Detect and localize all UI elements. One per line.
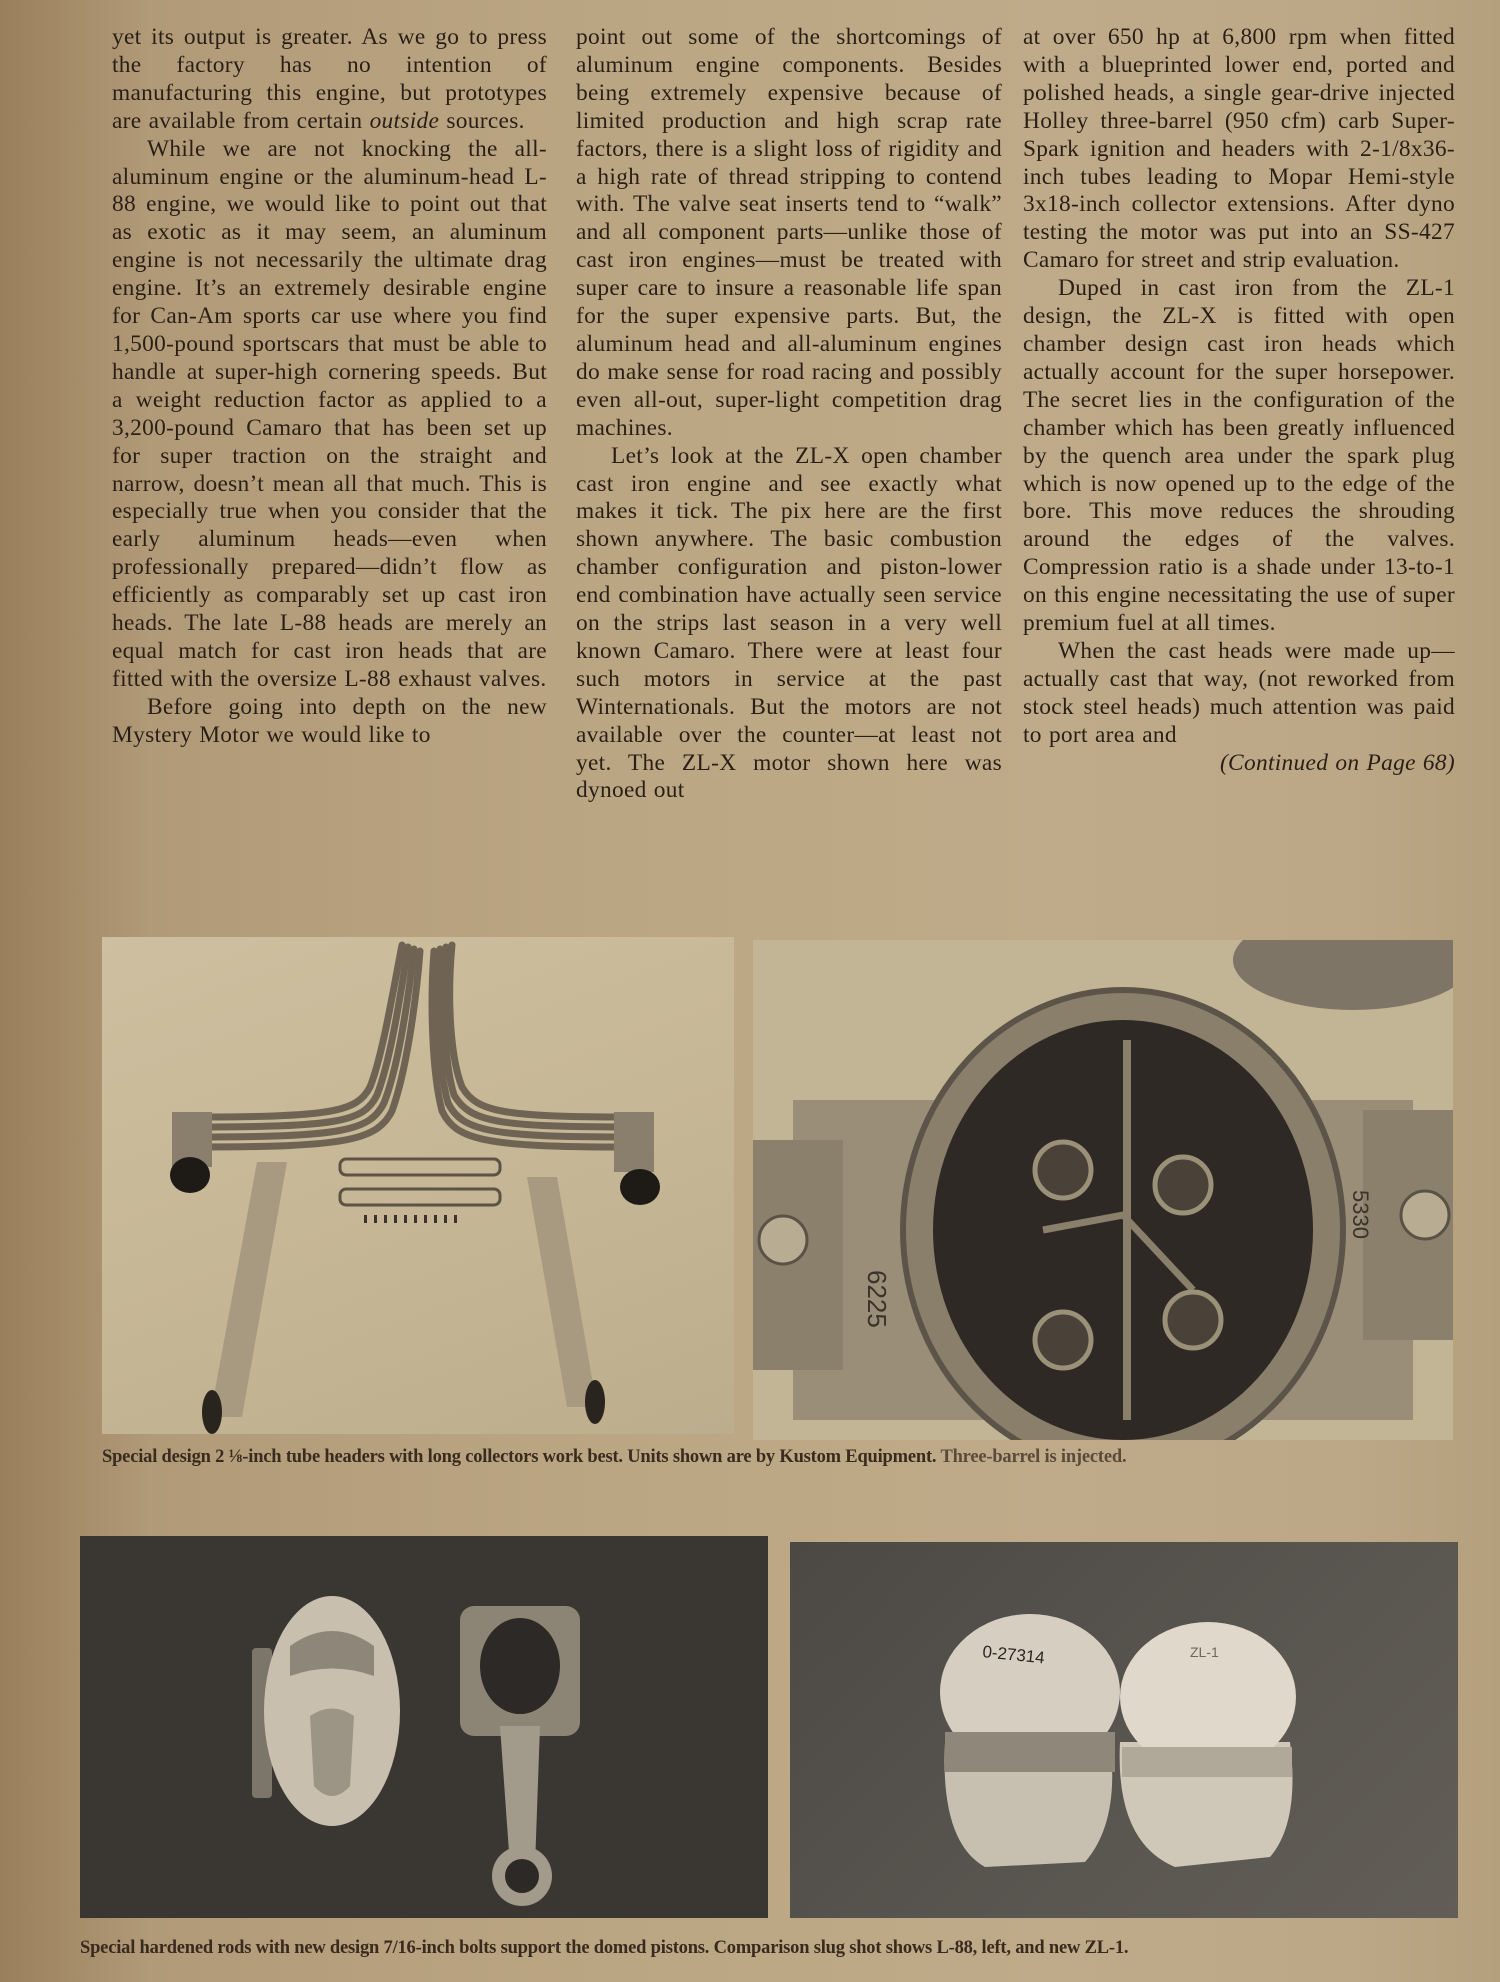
headers-illustration [102,937,734,1434]
caption-top [102,1447,1126,1468]
paragraph [112,24,547,136]
photo-rod-and-piston [80,1536,768,1918]
paragraph: Let’s look at the ZL-X open chamber cast iron engine and see exactly what makes it tick. The pix here are the first shown anywhere. The basic combustion chamber configuration and piston-lower end combination have actually seen service on the strips last season in a very well known Camaro. There were at least four such motors in service at the past Winternationals. But the motors are not available over the counter—at least not yet. The ZL-X motor shown here was dynoed out [576,442,1002,804]
paragraph: Before going into depth on the new Mystery Motor we would like to [112,693,547,748]
rod-piston-illustration [80,1536,768,1918]
paragraph: at over 650 hp at 6,800 rpm when fitted with a blueprinted lower end, ported and polished heads, a single gear-drive injected Holley three-barrel (950 cfm) carb Super-Spark ignition and headers with 2-1/8x36-inch tubes leading to Mopar Hemi-style 3x18-inch collector extensions. After dyno testing the motor was put into an SS-427 Camaro for street and strip evaluation. [1023,24,1455,274]
piston-marking-left: 0-27314 [981,1642,1046,1668]
caption-top-text: Special design 2 ⅛-inch tube headers with long collectors work best. Units shown are by Kustom Equipment. [102,1447,937,1467]
photo-piston-comparison [790,1542,1458,1918]
carb-marking-left: 6225 [862,1270,892,1328]
article-column-1 [112,24,547,750]
continued-notice: (Continued on Page 68) [1219,749,1455,776]
piston-marking-right: ZL-1 [1190,1644,1219,1660]
pistons-illustration [790,1542,1458,1918]
article-column-3 [1023,24,1455,777]
text-run: sources. [439,107,525,134]
text-run: yet its output is greater. As we go to press the factory has no intention of manufacturing this engine, but prototypes are available from certain [112,24,547,134]
carb-marking-right: 5330 [1348,1190,1373,1239]
emphasis-outside: outside [369,107,440,134]
paragraph: While we are not knocking the all-aluminum engine or the aluminum-head L-88 engine, we would like to point out that as exotic as it may seem, an aluminum engine is not necessarily the ultimate drag engine. It’s an extremely desirable engine for Can-Am sports car use where you find 1,500-pound sportscars that must be able to handle at super-high cornering speeds. But a weight reduction factor as applied to a 3,200-pound Camaro that has been set up for super traction on the straight and narrow, doesn’t mean all that much. This is especially true when you consider that the early aluminum heads—even when professionally prepared—didn’t flow as efficiently as comparably set up cast iron heads. The late L-88 heads are merely an equal match for cast iron heads that are fitted with the oversize L-88 exhaust valves. [112,135,547,692]
caption-bottom: Special hardened rods with new design 7/16-inch bolts support the domed pistons. Comparison slug shot shows L-88, left, and new ZL-1. [80,1938,1129,1958]
photo-headers [102,937,734,1434]
paragraph: When the cast heads were made up—actually cast that way, (not reworked from stock steel heads) much attention was paid to port area and [1023,637,1455,748]
photo-carburetor [753,940,1453,1440]
carburetor-illustration [753,940,1453,1440]
paragraph: Duped in cast iron from the ZL-1 design, the ZL-X is fitted with open chamber design cast iron heads which actually account for the super horsepower. The secret lies in the configuration of the chamber which has been greatly influenced by the quench area under the spark plug which is now opened up to the edge of the bore. This move reduces the shrouding around the edges of the valves. Compression ratio is a shade under 13-to-1 on this engine necessitating the use of super premium fuel at all times. [1023,275,1455,637]
article-column-2 [576,24,1002,805]
caption-top-end: Three-barrel is injected. [936,1447,1127,1467]
paragraph: point out some of the shortcomings of aluminum engine components. Besides being extremely expensive because of limited production and high scrap rate factors, there is a slight loss of rigidity and a high rate of thread stripping to contend with. The valve seat inserts tend to “walk” and all component parts—unlike those of cast iron engines—must be treated with super care to insure a reasonable life span for the super expensive parts. But, the aluminum head and all-aluminum engines do make sense for road racing and possibly even all-out, super-light competition drag machines. [576,24,1002,441]
